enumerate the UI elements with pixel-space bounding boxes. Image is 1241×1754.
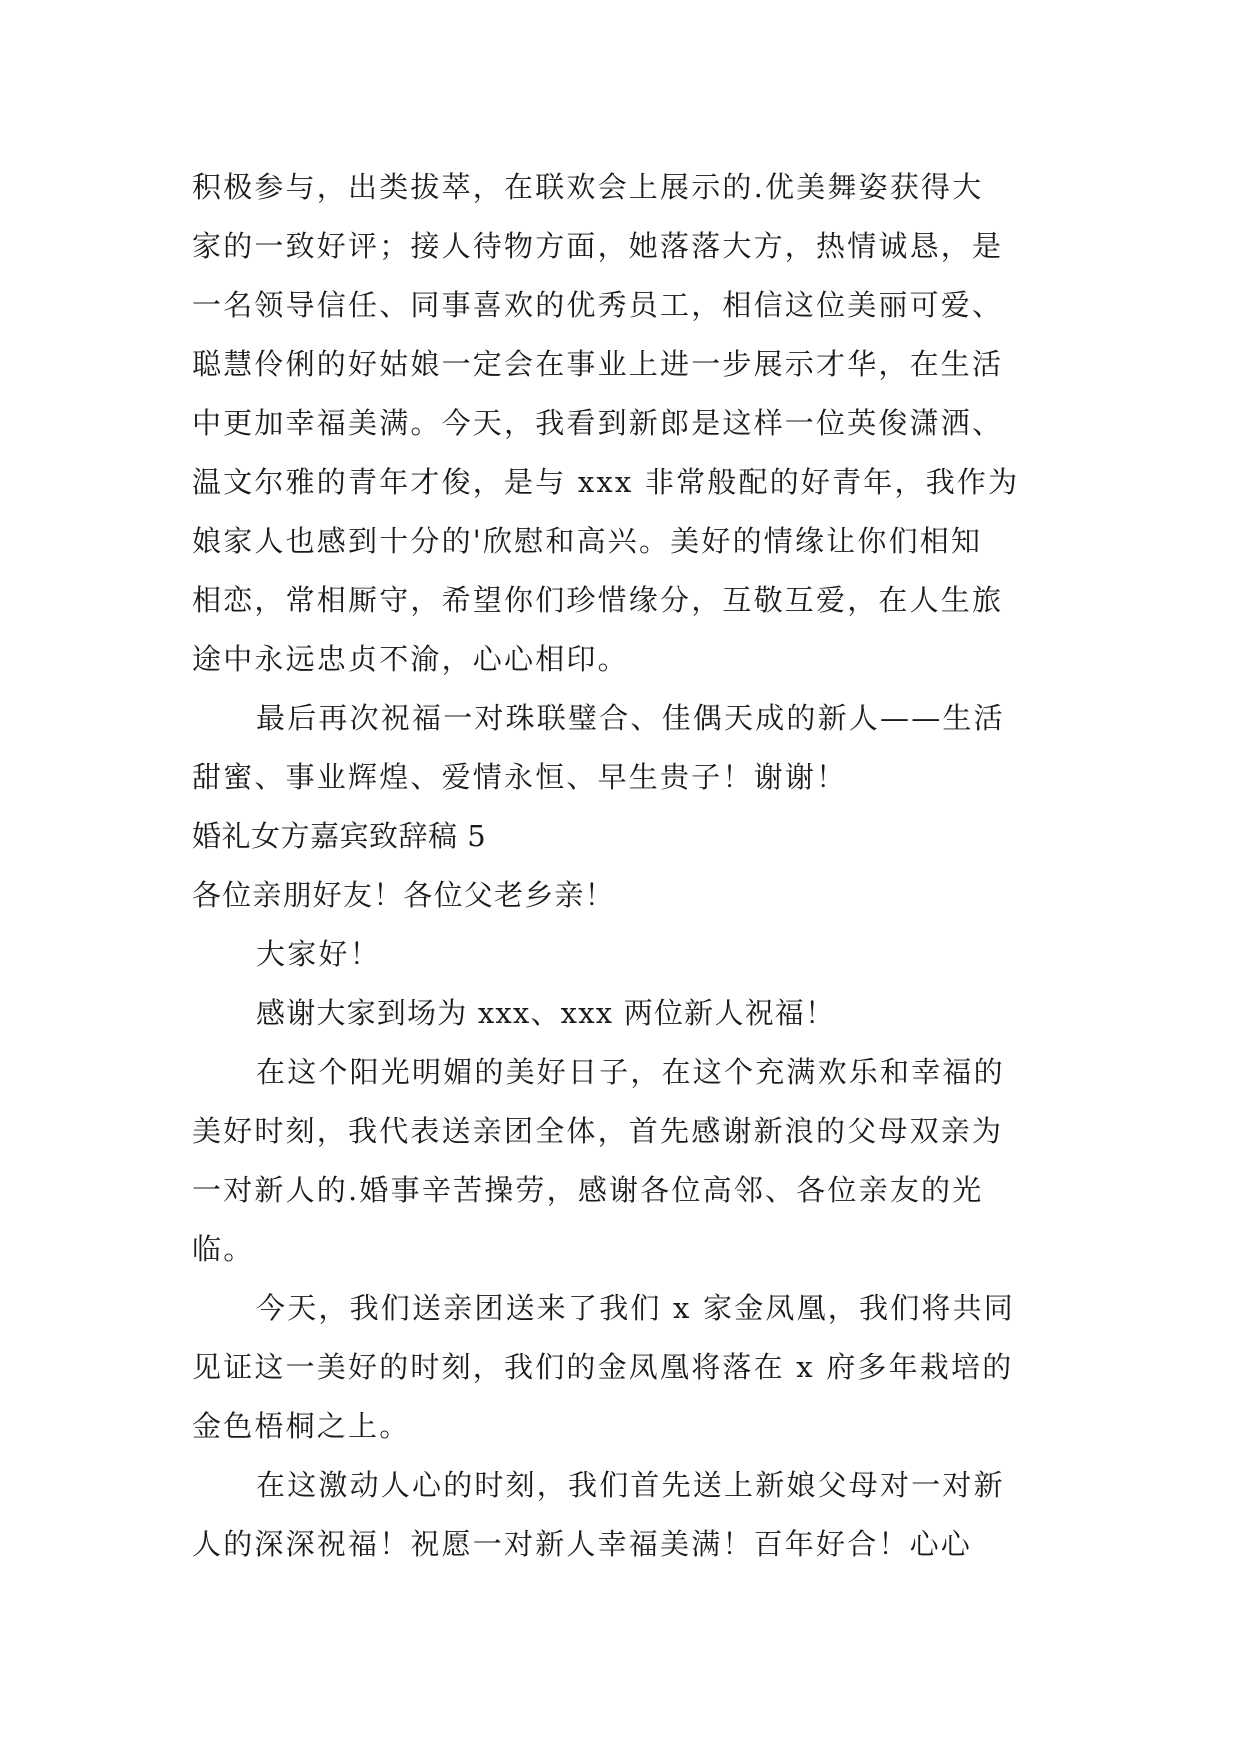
- text-line: 人的深深祝福！祝愿一对新人幸福美满！百年好合！心心: [192, 1527, 973, 1561]
- text-line: 金色梧桐之上。: [192, 1409, 411, 1443]
- text-line: 一名领导信任、同事喜欢的优秀员工，相信这位美丽可爱、: [192, 288, 1004, 322]
- text-line: 一对新人的.婚事辛苦操劳，感谢各位高邻、各位亲友的光: [192, 1173, 984, 1207]
- text-line: 在这激动人心的时刻，我们首先送上新娘父母对一对新: [256, 1468, 1005, 1502]
- section-heading: 婚礼女方嘉宾致辞稿 5: [192, 819, 487, 853]
- text-line: 家的一致好评；接人待物方面，她落落大方，热情诚恳，是: [192, 229, 1004, 263]
- document-body: [192, 158, 1072, 1574]
- text-line: 感谢大家到场为 xxx、xxx 两位新人祝福！: [256, 996, 836, 1030]
- text-line: 途中永远忠贞不渝，心心相印。: [192, 642, 629, 676]
- text-line: 甜蜜、事业辉煌、爱情永恒、早生贵子！谢谢！: [192, 760, 848, 794]
- text-line: 美好时刻，我代表送亲团全体，首先感谢新浪的父母双亲为: [192, 1114, 1004, 1148]
- text-line: 最后再次祝福一对珠联璧合、佳偶天成的新人——生活: [256, 701, 1005, 735]
- text-line: 今天，我们送亲团送来了我们 x 家金凤凰，我们将共同: [256, 1291, 1015, 1325]
- text-line: 积极参与，出类拔萃，在联欢会上展示的.优美舞姿获得大: [192, 170, 984, 204]
- text-line: 见证这一美好的时刻，我们的金凤凰将落在 x 府多年栽培的: [192, 1350, 1014, 1384]
- text-line: 中更加幸福美满。今天，我看到新郎是这样一位英俊潇洒、: [192, 406, 1004, 440]
- text-line: 临。: [192, 1232, 255, 1266]
- text-line: 聪慧伶俐的好姑娘一定会在事业上进一步展示才华，在生活: [192, 347, 1004, 381]
- salutation-line: 各位亲朋好友！各位父老乡亲！: [192, 878, 615, 912]
- text-line: 娘家人也感到十分的'欣慰和高兴。美好的情缘让你们相知: [192, 524, 983, 558]
- text-line: 在这个阳光明媚的美好日子，在这个充满欢乐和幸福的: [256, 1055, 1005, 1089]
- text-line: 相恋，常相厮守，希望你们珍惜缘分，互敬互爱，在人生旅: [192, 583, 1004, 617]
- greeting-line: 大家好！: [256, 937, 381, 971]
- text-line: 温文尔雅的青年才俊，是与 xxx 非常般配的好青年，我作为: [192, 465, 1020, 499]
